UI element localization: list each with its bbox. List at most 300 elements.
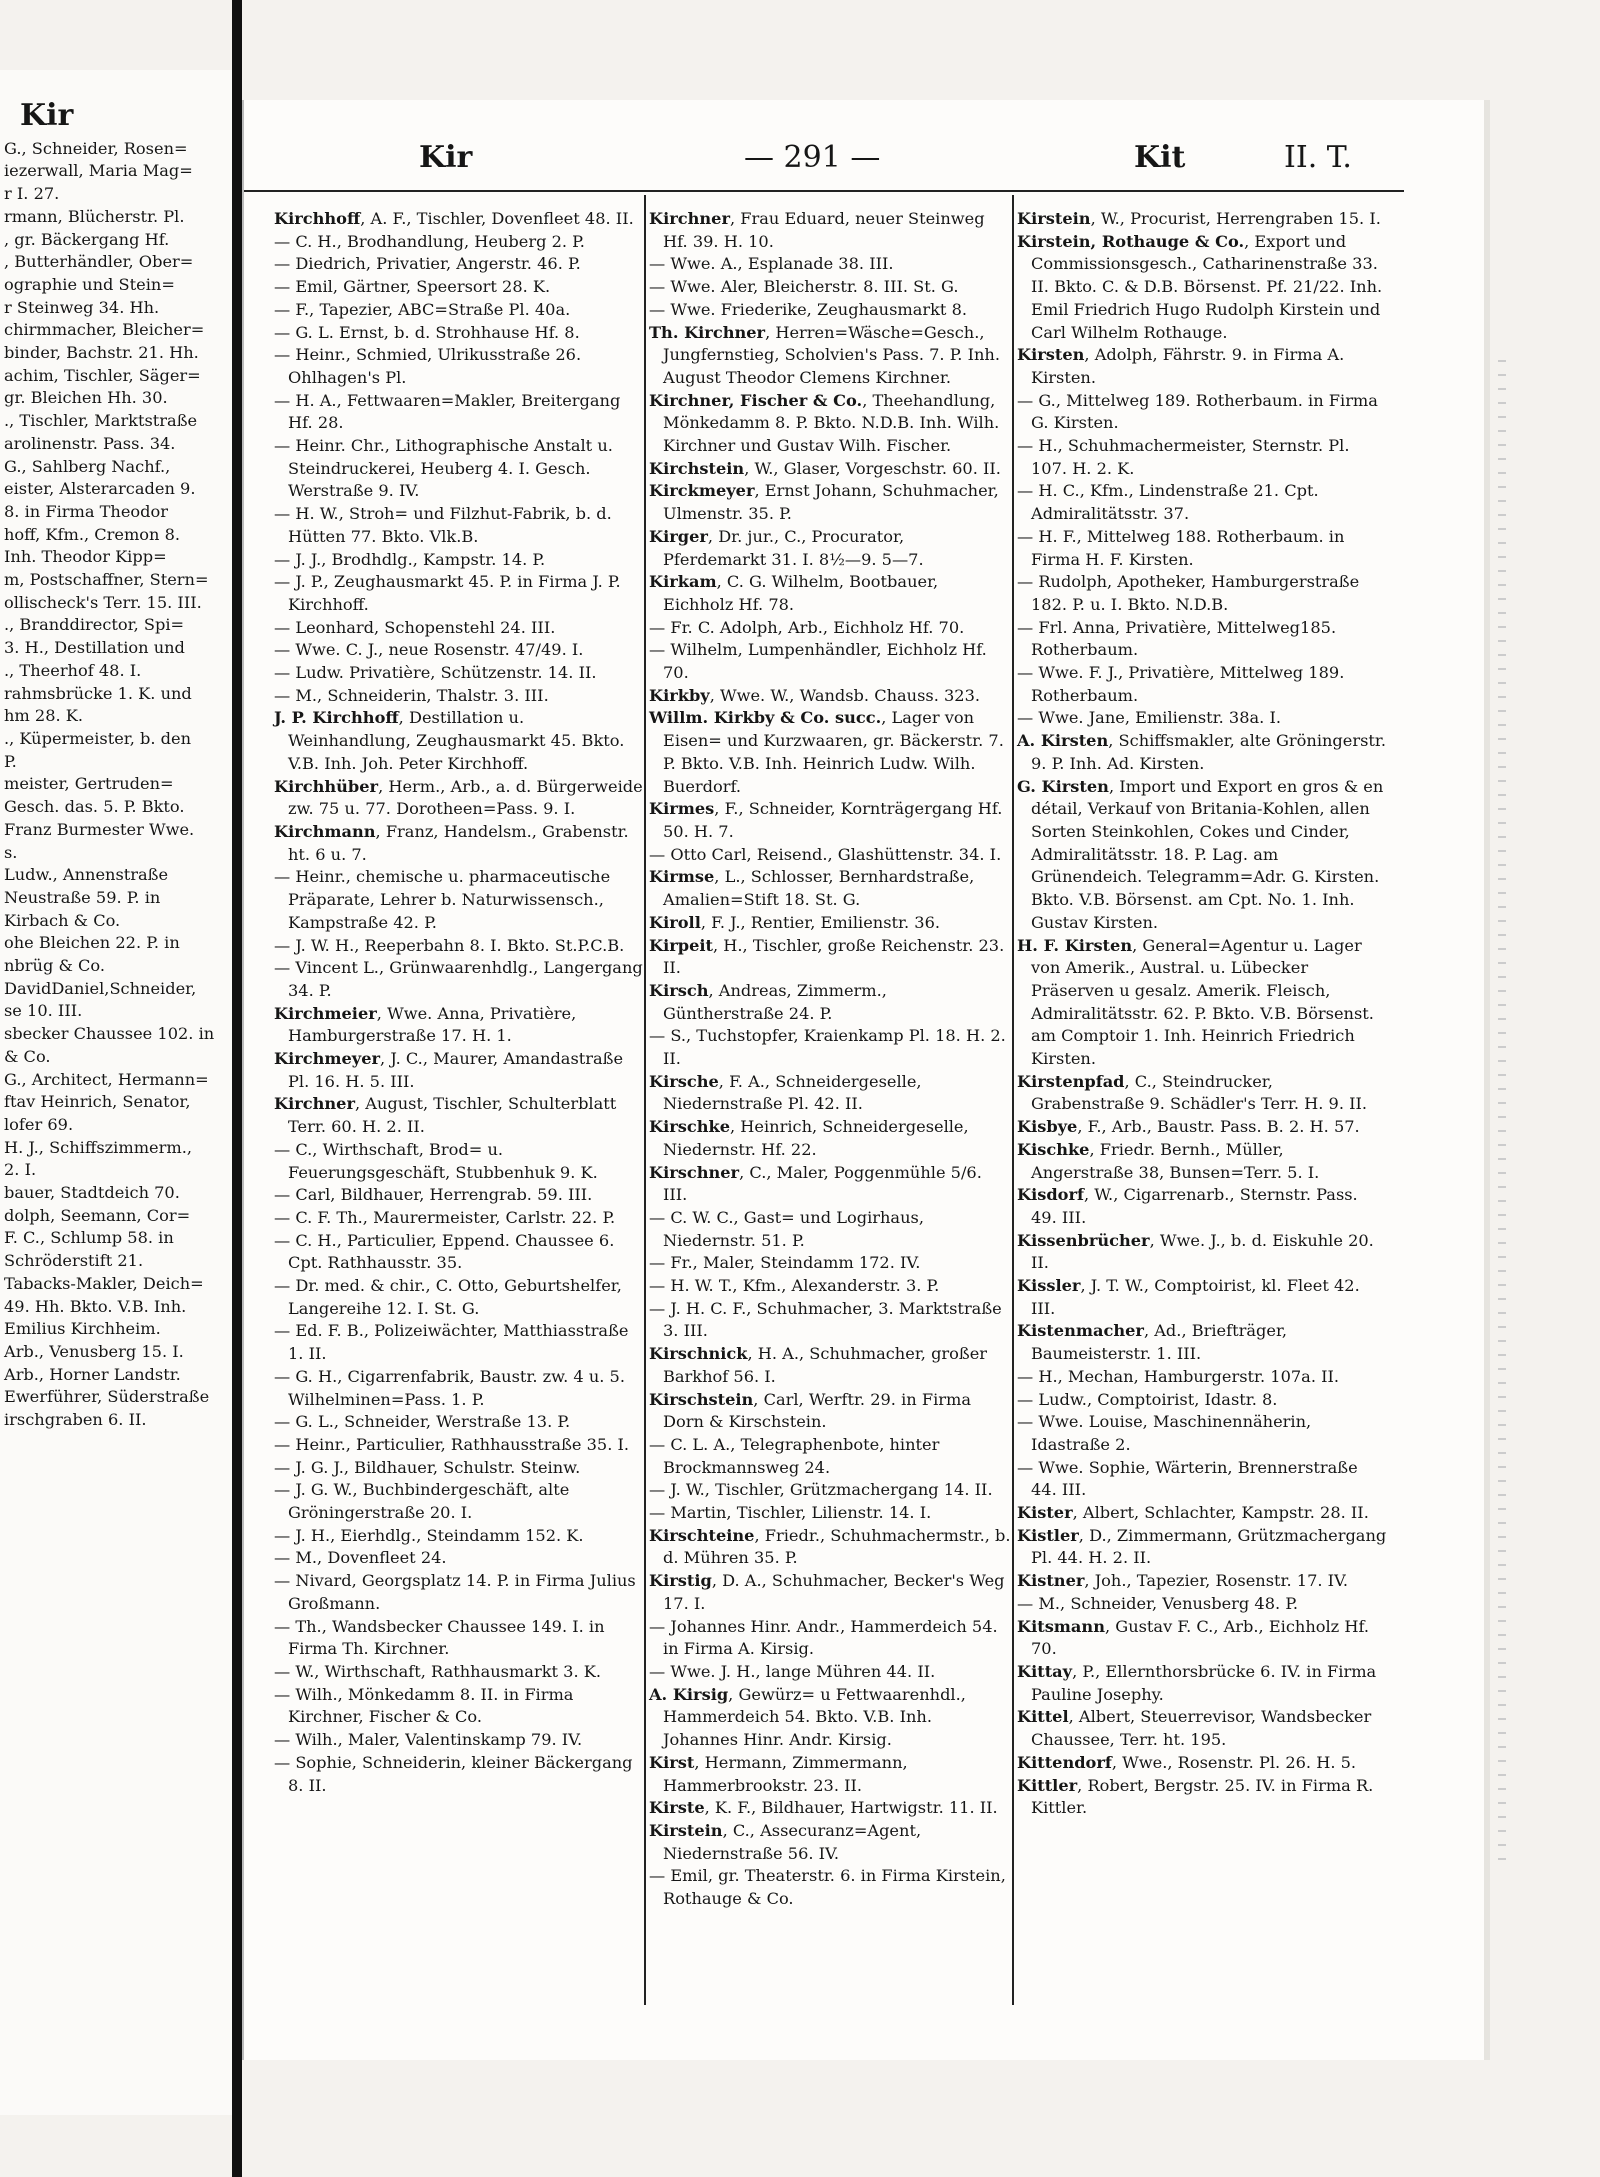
directory-entry: [649, 1252, 1011, 1275]
column-divider: [1012, 195, 1014, 2005]
entry-details: — Vincent L., Grünwaarenhdlg., Langergang 34. P.: [274, 958, 643, 1000]
entry-details: — Wwe. C. J., neue Rosenstr. 47/49. I.: [274, 640, 584, 660]
entry-details: — M., Dovenfleet 24.: [274, 1548, 447, 1568]
entry-name: Kitsmann: [1017, 1616, 1105, 1636]
left-page-line: binder, Bachstr. 21. Hh.: [4, 343, 199, 363]
left-page-line: ., Küpermeister, b. den: [4, 728, 192, 748]
header-right-keyword: Kit: [1134, 140, 1186, 175]
left-page-line: bauer, Stadtdeich 70.: [4, 1183, 180, 1203]
entry-details: , Destillation u. Weinhandlung, Zeughausmarkt 45. Bkto. V.B. Inh. Joh. Peter Kirchhoff.: [288, 708, 625, 773]
directory-entry: [649, 1025, 1011, 1070]
directory-entry: [1017, 480, 1387, 525]
entry-details: — Diedrich, Privatier, Angerstr. 46. P.: [274, 254, 581, 274]
directory-entry: [274, 1139, 644, 1184]
entry-details: — Wwe. Friederike, Zeughausmarkt 8.: [649, 299, 968, 319]
entry-details: — Ludw., Comptoirist, Idastr. 8.: [1017, 1389, 1278, 1409]
header-part: II. T.: [1284, 140, 1352, 175]
entry-details: — Dr. med. & chir., C. Otto, Geburtshelfer, Langereihe 12. I. St. G.: [274, 1276, 622, 1318]
left-page-line: DavidDaniel,Schneider,: [4, 978, 197, 998]
left-page-line: ftav Heinrich, Senator,: [4, 1092, 191, 1112]
entry-name: Kirkby: [649, 685, 710, 705]
directory-entry: [274, 776, 644, 821]
entry-details: , F., Schneider, Kornträgergang Hf. 50. H. 7.: [663, 799, 1003, 841]
entry-details: , C., Maler, Poggenmühle 5/6. III.: [663, 1162, 982, 1205]
left-page-line: ographie und Stein=: [4, 274, 175, 294]
entry-details: — Fr., Maler, Steindamm 172. IV.: [649, 1253, 921, 1273]
directory-entry: [274, 1230, 644, 1275]
left-page-line: Inh. Theodor Kipp=: [4, 547, 167, 567]
entry-name: Kirst: [649, 1752, 695, 1772]
directory-entry: [1017, 1366, 1387, 1389]
directory-entry: [1017, 935, 1387, 1071]
directory-entry: [649, 571, 1011, 616]
left-page-line: se 10. III.: [4, 1001, 83, 1021]
left-page-line: G., Sahlberg Nachf.,: [4, 456, 171, 476]
entry-details: , W., Cigarrenarb., Sternstr. Pass. 49. III.: [1031, 1185, 1358, 1227]
entry-details: , Albert, Schlachter, Kampstr. 28. II.: [1072, 1503, 1369, 1523]
entry-details: — H. W. T., Kfm., Alexanderstr. 3. P.: [649, 1276, 940, 1296]
left-page-line: Arb., Venusberg 15. I.: [4, 1341, 184, 1361]
entry-details: — Fr. C. Adolph, Arb., Eichholz Hf. 70.: [649, 617, 965, 637]
left-page-line: rmann, Blücherstr. Pl.: [4, 206, 185, 226]
directory-entry: [649, 480, 1011, 525]
entry-name: H. F. Kirsten: [1017, 935, 1133, 955]
directory-entry: [649, 1479, 1011, 1502]
entry-details: — Rudolph, Apotheker, Hamburgerstraße 182. P. u. I. Bkto. N.D.B.: [1017, 572, 1360, 614]
entry-name: Kirchner: [274, 1094, 355, 1114]
entry-name: J. P. Kirchhoff: [274, 708, 399, 728]
entry-name: Kirschnick: [649, 1344, 748, 1364]
left-page-line: hoff, Kfm., Cremon 8.: [4, 524, 181, 544]
entry-name: Kirsch: [649, 980, 709, 1000]
directory-entry: [274, 1661, 644, 1684]
entry-details: , Herren=Wäsche=Gesch., Jungfernstieg, Scholvien's Pass. 7. P. Inh. August Theodor Clemens Kirchner.: [663, 322, 1000, 387]
entry-details: , Wwe. W., Wandsb. Chauss. 323.: [709, 685, 981, 705]
entry-details: — H. W., Stroh= und Filzhut-Fabrik, b. d. Hütten 77. Bkto. Vlk.B.: [274, 504, 612, 546]
entry-details: — J. G. J., Bildhauer, Schulstr. Steinw.: [274, 1457, 581, 1477]
left-page-line: ohe Bleichen 22. P. in: [4, 933, 180, 953]
directory-entry: [274, 1003, 644, 1048]
entry-name: Kirmse: [649, 867, 715, 887]
directory-entry: [1017, 1116, 1387, 1139]
directory-entry: [274, 1048, 644, 1093]
directory-entry: [274, 957, 644, 1002]
entry-details: , K. F., Bildhauer, Hartwigstr. 11. II.: [704, 1798, 998, 1818]
left-page-line: chirmmacher, Bleicher=: [4, 320, 205, 340]
entry-name: Kirchmeier: [274, 1003, 377, 1023]
entry-details: — Heinr., Schmied, Ulrikusstraße 26. Ohlhagen's Pl.: [274, 345, 582, 387]
entry-details: — G. L. Ernst, b. d. Strohhause Hf. 8.: [274, 322, 580, 342]
directory-entry: [274, 1752, 644, 1797]
directory-entry: [649, 617, 1011, 640]
left-page-line: 3. H., Destillation und: [4, 638, 185, 658]
left-page-line: G., Architect, Hermann=: [4, 1069, 209, 1089]
directory-entry: [649, 685, 1011, 708]
left-page-line: Ewerführer, Süderstraße: [4, 1387, 210, 1407]
entry-details: , Wwe. J., b. d. Eiskuhle 20. II.: [1031, 1230, 1374, 1273]
directory-entry: [274, 1320, 644, 1365]
directory-entry: [274, 821, 644, 866]
directory-entry: [649, 1343, 1011, 1388]
directory-entry: [274, 1093, 644, 1138]
entry-name: Kittendorf: [1017, 1752, 1112, 1772]
entry-details: , D., Zimmermann, Grützmachergang Pl. 44. H. 2. II.: [1031, 1525, 1387, 1568]
entry-name: Kittler: [1017, 1775, 1078, 1795]
directory-entry: [1017, 662, 1387, 707]
left-page-fragment: [0, 70, 236, 2115]
directory-entry: [274, 322, 644, 345]
entry-details: , H., Tischler, große Reichenstr. 23. II.: [663, 935, 1005, 978]
entry-name: Kirchhoff: [274, 209, 361, 228]
entry-name: Kittay: [1017, 1662, 1073, 1681]
left-page-header: Kir: [20, 98, 74, 133]
entry-details: — Leonhard, Schopenstehl 24. III.: [274, 617, 556, 637]
left-page-line: F. C., Schlump 58. in: [4, 1228, 174, 1248]
left-page-line: 49. Hh. Bkto. V.B. Inh.: [4, 1296, 187, 1316]
left-page-line: Arb., Horner Landstr.: [4, 1364, 181, 1384]
entry-details: — J. G. W., Buchbindergeschäft, alte Gröningerstraße 20. I.: [274, 1480, 570, 1523]
entry-name: Kirstein, Rothauge & Co.: [1017, 231, 1245, 251]
entry-name: Kirste: [649, 1798, 705, 1818]
directory-entry: [649, 912, 1011, 935]
entry-details: — Emil, gr. Theaterstr. 6. in Firma Kirstein, Rothauge & Co.: [649, 1866, 1006, 1909]
entry-details: , Herm., Arb., a. d. Bürgerweide zw. 75 u. 77. Dorotheen=Pass. 9. I.: [288, 776, 643, 819]
left-page-column: [0, 98, 230, 1432]
entry-details: , Albert, Steuerrevisor, Wandsbecker Chaussee, Terr. ht. 195.: [1031, 1707, 1372, 1750]
directory-entry: [649, 980, 1011, 1025]
directory-entry: [649, 639, 1011, 684]
left-page-line: Schröderstift 21.: [4, 1251, 144, 1271]
entry-details: — Martin, Tischler, Lilienstr. 14. I.: [649, 1503, 932, 1523]
entry-details: — Ludw. Privatière, Schützenstr. 14. II.: [274, 663, 597, 683]
left-page-line: , Butterhändler, Ober=: [4, 252, 194, 272]
directory-entry: [1017, 1411, 1387, 1456]
entry-details: — Wwe. Aler, Bleicherstr. 8. III. St. G.: [649, 277, 959, 297]
entry-details: , W., Glaser, Vorgeschstr. 60. II.: [744, 458, 1001, 478]
directory-entry: [649, 1752, 1011, 1797]
entry-details: — J. W. H., Reeperbahn 8. I. Bkto. St.P.C.B.: [274, 935, 625, 955]
entry-name: Kischke: [1017, 1139, 1090, 1159]
entry-details: — J. H., Eierhdlg., Steindamm 152. K.: [274, 1525, 584, 1545]
left-page-line: lofer 69.: [4, 1114, 74, 1134]
left-page-line: nbrüg & Co.: [4, 956, 106, 976]
page-header: [244, 140, 1484, 190]
entry-details: , P., Ellernthorsbrücke 6. IV. in Firma Pauline Josephy.: [1031, 1662, 1377, 1704]
entry-details: — Wilh., Mönkedamm 8. II. in Firma Kirchner, Fischer & Co.: [274, 1684, 574, 1727]
directory-entry: [1017, 1320, 1387, 1365]
directory-entry: [1017, 1775, 1387, 1820]
entry-name: Kisdorf: [1017, 1185, 1084, 1205]
left-page-line: P.: [4, 751, 17, 771]
directory-entry: [1017, 1502, 1387, 1525]
entry-name: Kiroll: [649, 912, 701, 932]
directory-entry: [649, 1525, 1011, 1570]
entry-details: — Wwe. A., Esplanade 38. III.: [649, 254, 894, 274]
entry-name: Kirpeit: [649, 935, 713, 955]
entry-details: , Robert, Bergstr. 25. IV. in Firma R. Kittler.: [1031, 1775, 1374, 1818]
directory-entry: [649, 1684, 1011, 1752]
entry-details: , Hermann, Zimmermann, Hammerbrookstr. 23. II.: [663, 1752, 908, 1795]
entry-details: — H., Schuhmachermeister, Sternstr. Pl. 107. H. 2. K.: [1017, 436, 1350, 478]
directory-entry: [274, 617, 644, 640]
entry-name: Kirkam: [649, 572, 717, 592]
directory-entry: [649, 1071, 1011, 1116]
entry-details: — H. F., Mittelweg 188. Rotherbaum. in Firma H. F. Kirsten.: [1017, 526, 1345, 569]
entry-details: , C., Assecuranz=Agent, Niedernstraße 56. IV.: [663, 1820, 922, 1863]
directory-entry: [649, 1865, 1011, 1910]
directory-entry: [274, 299, 644, 322]
header-rule: [244, 190, 1404, 192]
directory-entry: [649, 322, 1011, 390]
entry-name: Kirchmann: [274, 821, 376, 841]
entry-details: — Wwe. Louise, Maschinennäherin, Idastraße 2.: [1017, 1412, 1312, 1454]
entry-name: Kirschner: [649, 1162, 740, 1182]
entry-details: — M., Schneiderin, Thalstr. 3. III.: [274, 685, 549, 705]
directory-entry: [274, 253, 644, 276]
entry-name: A. Kirsig: [649, 1684, 729, 1704]
directory-entry: [1017, 1525, 1387, 1570]
directory-entry: [274, 1479, 644, 1524]
left-page-line: iezerwall, Maria Mag=: [4, 161, 193, 181]
left-page-line: 8. in Firma Theodor: [4, 501, 169, 521]
directory-entry: [649, 1661, 1011, 1684]
directory-entry: [274, 503, 644, 548]
directory-entry: [274, 1434, 644, 1457]
entry-details: , Import und Export en gros & en détail, Verkauf von Britania-Kohlen, allen Sorten Steinkohlen, Cokes und Cinder, Admiralitätsstr. 18. P. Lag. am Grünendeich. Telegramm=Adr. G. Kirsten. Bkto. V.B. Börsenst. am Cpt. No. 1. Inh. Gustav Kirsten.: [1031, 776, 1384, 932]
directory-entry: [649, 1570, 1011, 1615]
directory-entry: [274, 935, 644, 958]
directory-entry: [649, 1797, 1011, 1820]
entry-name: Kisbye: [1017, 1117, 1078, 1137]
directory-entry: [1017, 1661, 1387, 1706]
entry-details: — W., Wirthschaft, Rathhausmarkt 3. K.: [274, 1662, 601, 1681]
directory-entry: [274, 276, 644, 299]
entry-details: , Lager von Eisen= und Kurzwaaren, gr. Bäckerstr. 7. P. Bkto. V.B. Inh. Heinrich Ludw. Wilh. Buerdorf.: [663, 708, 1004, 796]
directory-entry: [1017, 1457, 1387, 1502]
entry-details: — H. C., Kfm., Lindenstraße 21. Cpt. Admiralitätsstr. 37.: [1017, 481, 1319, 524]
entry-details: — Johannes Hinr. Andr., Hammerdeich 54. in Firma A. Kirsig.: [649, 1616, 998, 1659]
directory-entry: [274, 231, 644, 254]
entry-name: Kissenbrücher: [1017, 1230, 1150, 1250]
entry-details: — Nivard, Georgsplatz 14. P. in Firma Julius Großmann.: [274, 1571, 636, 1613]
directory-column-3: [1017, 208, 1387, 1820]
entry-details: — J. P., Zeughausmarkt 45. P. in Firma J. P. Kirchhoff.: [274, 572, 621, 614]
directory-entry: [649, 208, 1011, 253]
directory-entry: [274, 866, 644, 934]
entry-details: — Heinr., Particulier, Rathhausstraße 35. I.: [274, 1434, 630, 1454]
directory-entry: [649, 1502, 1011, 1525]
directory-entry: [274, 662, 644, 685]
directory-entry: [274, 344, 644, 389]
directory-entry: [649, 253, 1011, 276]
entry-details: — Wilh., Maler, Valentinskamp 79. IV.: [274, 1730, 583, 1750]
entry-details: , F., Arb., Baustr. Pass. B. 2. H. 57.: [1077, 1117, 1360, 1137]
entry-details: — J. J., Brodhdlg., Kampstr. 14. P.: [274, 549, 546, 569]
entry-details: , Frau Eduard, neuer Steinweg Hf. 39. H. 10.: [663, 209, 985, 251]
left-page-line: Gesch. das. 5. P. Bkto.: [4, 797, 185, 817]
entry-details: — Carl, Bildhauer, Herrengrab. 59. III.: [274, 1185, 593, 1205]
directory-entry: [274, 435, 644, 503]
left-page-line: dolph, Seemann, Cor=: [4, 1205, 191, 1225]
entry-name: Kirschstein: [649, 1389, 754, 1409]
entry-name: Kirchner: [649, 209, 730, 228]
directory-entry: [1017, 1593, 1387, 1616]
entry-name: Kirmes: [649, 799, 715, 819]
directory-entry: [274, 1366, 644, 1411]
entry-details: — Wwe. J. H., lange Mühren 44. II.: [649, 1662, 936, 1681]
entry-details: , A. F., Tischler, Dovenfleet 48. II.: [360, 209, 634, 228]
directory-entry: [649, 707, 1011, 798]
directory-entry: [1017, 776, 1387, 935]
directory-entry: [1017, 231, 1387, 345]
directory-entry: [1017, 1752, 1387, 1775]
entry-details: , C. G. Wilhelm, Bootbauer, Eichholz Hf. 78.: [663, 572, 939, 614]
entry-details: — Sophie, Schneiderin, kleiner Bäckergang 8. II.: [274, 1752, 633, 1795]
directory-entry: [274, 1207, 644, 1230]
left-page-line: s.: [4, 842, 18, 862]
entry-details: — Wwe. F. J., Privatière, Mittelweg 189. Rotherbaum.: [1017, 663, 1345, 705]
entry-name: Kirstig: [649, 1571, 712, 1591]
directory-entry: [1017, 344, 1387, 389]
entry-name: Kirger: [649, 526, 708, 546]
entry-details: , F. A., Schneidergeselle, Niedernstraße Pl. 42. II.: [663, 1071, 922, 1114]
entry-details: — Emil, Gärtner, Speersort 28. K.: [274, 277, 551, 297]
directory-entry: [1017, 730, 1387, 775]
directory-entry: [274, 549, 644, 572]
directory-entry: [649, 1162, 1011, 1207]
directory-entry: [274, 1411, 644, 1434]
left-page-line: sbecker Chaussee 102. in: [4, 1024, 215, 1044]
directory-entry: [274, 1570, 644, 1615]
directory-entry: [1017, 571, 1387, 616]
directory-entry: [1017, 435, 1387, 480]
entry-details: — J. W., Tischler, Grützmachergang 14. II.: [649, 1480, 993, 1500]
directory-entry: [1017, 1616, 1387, 1661]
entry-details: — C., Wirthschaft, Brod= u. Feuerungsgeschäft, Stubbenhuk 9. K.: [274, 1139, 598, 1182]
entry-details: , Adolph, Fährstr. 9. in Firma A. Kirsten.: [1031, 345, 1345, 387]
entry-details: , Wwe. Anna, Privatière, Hamburgerstraße 17. H. 1.: [288, 1003, 577, 1046]
directory-entry: [1017, 1389, 1387, 1412]
left-page-line: Ludw., Annenstraße: [4, 865, 169, 885]
entry-details: — G., Mittelweg 189. Rotherbaum. in Firma G. Kirsten.: [1017, 390, 1378, 433]
entry-details: , H. A., Schuhmacher, großer Barkhof 56. I.: [663, 1344, 988, 1386]
entry-details: , J. T. W., Comptoirist, kl. Fleet 42. III.: [1031, 1276, 1360, 1318]
left-page-line: rahmsbrücke 1. K. und: [4, 683, 192, 703]
directory-entry: [649, 1389, 1011, 1434]
directory-entry: [274, 1729, 644, 1752]
entry-details: , Franz, Handelsm., Grabenstr. ht. 6 u. 7.: [288, 821, 629, 864]
directory-entry: [274, 639, 644, 662]
entry-details: — C. F. Th., Maurermeister, Carlstr. 22. P.: [274, 1207, 616, 1227]
left-page-line: meister, Gertruden=: [4, 774, 174, 794]
left-page-line: H. J., Schiffszimmerm.,: [4, 1137, 193, 1157]
entry-details: — M., Schneider, Venusberg 48. P.: [1017, 1593, 1299, 1613]
entry-details: — Th., Wandsbecker Chaussee 149. I. in Firma Th. Kirchner.: [274, 1616, 605, 1659]
entry-details: , Heinrich, Schneidergeselle, Niedernstr. Hf. 22.: [663, 1117, 969, 1159]
entry-details: , Ad., Briefträger, Baumeisterstr. 1. III.: [1031, 1321, 1288, 1364]
entry-details: , W., Procurist, Herrengraben 15. I.: [1090, 209, 1381, 228]
left-page-line: eister, Alsterarcaden 9.: [4, 479, 196, 499]
directory-entry: [274, 685, 644, 708]
directory-page: [242, 100, 1484, 2060]
entry-details: , Ernst Johann, Schuhmacher, Ulmenstr. 35. P.: [663, 481, 999, 524]
left-page-line: Neustraße 59. P. in: [4, 887, 161, 907]
left-page-line: ., Branddirector, Spi=: [4, 615, 185, 635]
directory-entry: [274, 1184, 644, 1207]
left-page-line: , gr. Bäckergang Hf.: [4, 229, 170, 249]
entry-details: — C. W. C., Gast= und Logirhaus, Niedernstr. 51. P.: [649, 1207, 924, 1250]
directory-entry: [649, 276, 1011, 299]
directory-entry: [649, 299, 1011, 322]
entry-details: — S., Tuchstopfer, Kraienkamp Pl. 18. H. 2. II.: [649, 1026, 1006, 1069]
book-gutter: [232, 0, 242, 2177]
directory-entry: [649, 844, 1011, 867]
entry-name: Kirchner, Fischer & Co.: [649, 390, 863, 410]
directory-entry: [1017, 1275, 1387, 1320]
directory-entry: [649, 1434, 1011, 1479]
directory-entry: [274, 1547, 644, 1570]
directory-entry: [1017, 707, 1387, 730]
entry-details: — H., Mechan, Hamburgerstr. 107a. II.: [1017, 1366, 1340, 1386]
entry-name: Kittel: [1017, 1707, 1069, 1727]
entry-name: Willm. Kirkby & Co. succ.: [649, 708, 882, 728]
entry-name: Kirchstein: [649, 458, 745, 478]
left-page-line: & Co.: [4, 1046, 51, 1066]
directory-entry: [1017, 1139, 1387, 1184]
entry-name: Kirschteine: [649, 1525, 755, 1545]
entry-details: , C., Steindrucker, Grabenstraße 9. Schädler's Terr. H. 9. II.: [1031, 1071, 1368, 1114]
left-page-line: Franz Burmester Wwe.: [4, 819, 195, 839]
entry-details: — C. H., Brodhandlung, Heuberg 2. P.: [274, 231, 585, 251]
directory-entry: [649, 1275, 1011, 1298]
entry-name: Kistler: [1017, 1525, 1079, 1545]
entry-name: G. Kirsten: [1017, 776, 1109, 796]
entry-details: — G. L., Schneider, Werstraße 13. P.: [274, 1412, 571, 1432]
entry-details: , Andreas, Zimmerm., Güntherstraße 24. P.: [663, 980, 887, 1023]
entry-name: Kistenmacher: [1017, 1321, 1144, 1341]
directory-entry: [274, 1684, 644, 1729]
directory-entry: [274, 1525, 644, 1548]
entry-name: A. Kirsten: [1017, 731, 1109, 751]
entry-details: — Heinr. Chr., Lithographische Anstalt u. Steindruckerei, Heuberg 4. I. Gesch. Werstraße 9. IV.: [274, 436, 613, 501]
left-page-line: gr. Bleichen Hh. 30.: [4, 388, 168, 408]
directory-entry: [1017, 1570, 1387, 1593]
entry-details: — Heinr., chemische u. pharmaceutische Präparate, Lehrer b. Naturwissensch., Kampstraße 42. P.: [274, 867, 611, 932]
directory-entry: [274, 1457, 644, 1480]
entry-details: — Ed. F. B., Polizeiwächter, Matthiasstraße 1. II.: [274, 1321, 629, 1364]
entry-details: , L., Schlosser, Bernhardstraße, Amalien=Stift 18. St. G.: [663, 867, 975, 910]
entry-details: — J. H. C. F., Schuhmacher, 3. Marktstraße 3. III.: [649, 1298, 1002, 1341]
directory-entry: [1017, 1184, 1387, 1229]
directory-entry: [649, 866, 1011, 911]
entry-name: Kirsche: [649, 1071, 719, 1091]
entry-details: , Gewürz= u Fettwaarenhdl., Hammerdeich 54. Bkto. V.B. Inh. Johannes Hinr. Andr. Kirsig.: [663, 1684, 966, 1750]
entry-name: Kirckmeyer: [649, 481, 755, 501]
entry-details: , Schiffsmakler, alte Gröningerstr. 9. P. Inh. Ad. Kirsten.: [1031, 731, 1387, 773]
directory-entry: [274, 208, 644, 231]
left-page-line: 2. I.: [4, 1160, 37, 1180]
entry-details: , General=Agentur u. Lager von Amerik., Austral. u. Lübecker Präserven u gesalz. Amerik. Fleisch, Admiralitätsstr. 62. P. Bkto. V.B. Börsenst. am Comptoir 1. Inh. Heinrich Friedrich Kirsten.: [1031, 935, 1374, 1069]
left-page-line: G., Schneider, Rosen=: [4, 138, 188, 158]
directory-column-2: [649, 208, 1011, 1911]
left-page-line: ., Theerhof 48. I.: [4, 660, 142, 680]
entry-name: Kirstein: [649, 1820, 723, 1840]
left-page-line: arolinenstr. Pass. 34.: [4, 433, 176, 453]
entry-details: — C. H., Particulier, Eppend. Chaussee 6. Cpt. Rathhausstr. 35.: [274, 1230, 615, 1273]
entry-name: Kirstein: [1017, 209, 1091, 228]
left-page-line: m, Postschaffner, Stern=: [4, 570, 209, 590]
entry-details: — Otto Carl, Reisend., Glashüttenstr. 34. I.: [649, 844, 1002, 864]
